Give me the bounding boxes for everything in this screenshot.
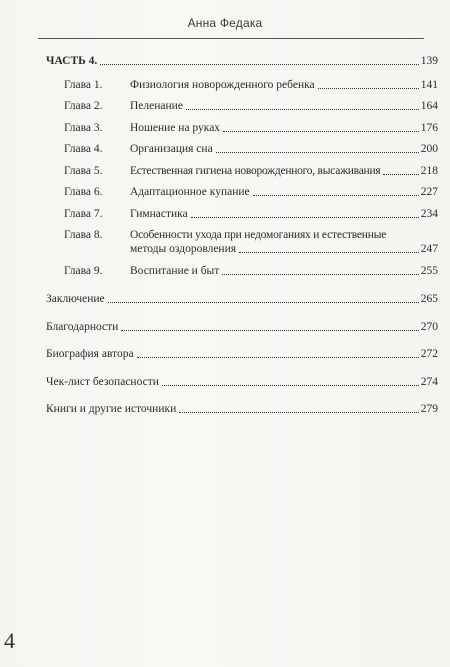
toc-chapter-3 [64, 121, 438, 135]
toc-leader [121, 330, 418, 331]
toc-leader [222, 274, 418, 275]
toc-section-biography [46, 347, 438, 361]
page-number: 4 [4, 628, 15, 653]
toc-chapter-number: Глава 7. [64, 208, 103, 220]
toc-section-conclusion [46, 292, 438, 306]
toc-leader [137, 357, 419, 358]
toc-page-number: 176 [420, 122, 438, 134]
toc-section-sources [46, 402, 438, 416]
toc-chapter-title: Физиология новорожденного ребенка [130, 79, 315, 91]
toc-chapter-9 [64, 264, 438, 278]
toc-leader [383, 174, 418, 175]
toc-page-number: 234 [420, 208, 438, 220]
toc-chapter-5 [64, 164, 438, 178]
toc-leader [179, 412, 419, 413]
toc-chapter-number: Глава 1. [64, 79, 103, 91]
toc-section-title: Благодарности [46, 321, 119, 333]
toc-page-number: 279 [420, 403, 438, 415]
toc-part-label: ЧАСТЬ 4. [46, 55, 98, 67]
toc-chapter-number: Глава 2. [64, 100, 103, 112]
toc-leader [253, 195, 419, 196]
toc-chapter-8 [64, 228, 438, 256]
toc-leader [108, 302, 419, 303]
toc-leader [100, 64, 418, 65]
toc-section-title: Чек-лист безопасности [46, 376, 159, 388]
toc-chapter-title: Адаптационное купание [130, 186, 250, 198]
toc-chapter-number: Глава 4. [64, 143, 103, 155]
toc-page-number: 141 [420, 79, 438, 91]
toc-chapter-title: Организация сна [130, 143, 213, 155]
toc-chapter-6 [64, 185, 438, 199]
toc-chapter-title: Гимнастика [130, 208, 188, 220]
toc-chapter-title: Воспитание и быт [130, 265, 220, 277]
toc-chapter-1 [64, 78, 438, 92]
toc-page-number: 227 [420, 186, 438, 198]
toc-leader [216, 152, 419, 153]
header-rule [38, 38, 424, 39]
toc-page-number: 274 [420, 376, 438, 388]
toc-section-title: Книги и другие источники [46, 403, 177, 415]
toc-page-number: 265 [420, 293, 438, 305]
toc-leader [191, 217, 419, 218]
toc-section-safety-checklist [46, 375, 438, 389]
running-head-author: Анна Федака [187, 16, 263, 30]
toc-chapter-title: Естественная гигиена новорожденного, высаживания [130, 165, 381, 177]
toc-chapter-number: Глава 9. [64, 265, 103, 277]
toc-chapter-title-line1: Особенности ухода при недомоганиях и естественные [130, 229, 387, 241]
toc-page-number: 270 [420, 321, 438, 333]
toc-section-title: Биография автора [46, 348, 134, 360]
toc-page-number: 272 [420, 348, 438, 360]
toc-chapter-2 [64, 99, 438, 113]
toc-leader [162, 385, 419, 386]
toc-chapter-title: Пеленание [130, 100, 183, 112]
toc-chapter-7 [64, 207, 438, 221]
toc-leader [239, 252, 419, 253]
toc-leader [223, 131, 419, 132]
toc-section-acknowledgements [46, 320, 438, 334]
toc-section-title: Заключение [46, 293, 105, 305]
toc-chapter-number: Глава 6. [64, 186, 103, 198]
toc-chapter-title-line2: методы оздоровления [130, 243, 237, 255]
toc-chapter-number: Глава 8. [64, 229, 103, 241]
toc-leader [186, 109, 419, 110]
toc-page-number: 164 [420, 100, 438, 112]
toc-page-number: 247 [420, 243, 438, 255]
toc-part-4 [46, 54, 438, 68]
toc-chapter-4 [64, 142, 438, 156]
toc-leader [318, 88, 419, 89]
toc-chapter-number: Глава 5. [64, 165, 103, 177]
toc-page-number: 200 [420, 143, 438, 155]
toc-chapter-title: Ношение на руках [130, 122, 221, 134]
toc-page-number: 255 [420, 265, 438, 277]
toc-page-number: 139 [420, 55, 438, 67]
toc-page-number: 218 [420, 165, 438, 177]
toc-chapter-number: Глава 3. [64, 122, 103, 134]
